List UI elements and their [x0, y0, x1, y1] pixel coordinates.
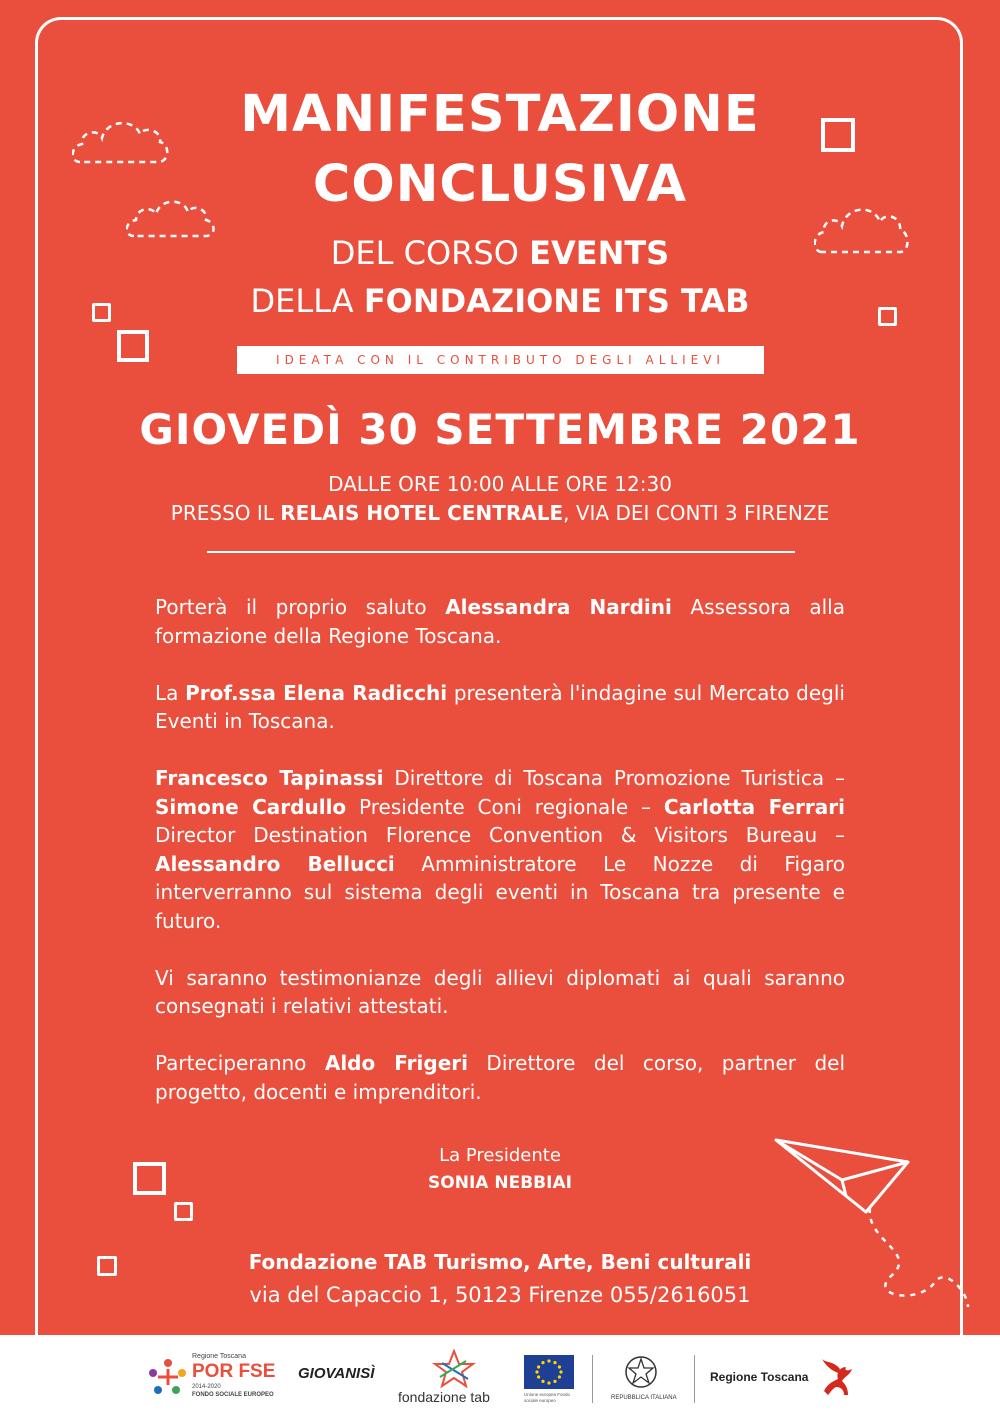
repubblica-label: REPUBBLICA ITALIANA [611, 1395, 677, 1401]
paragraph-3 [155, 764, 845, 935]
text: Parteciperanno [155, 1051, 325, 1075]
subtitle-line-2 [0, 276, 1000, 326]
place-venue: RELAIS HOTEL CENTRALE [280, 501, 564, 525]
tagline-badge: IDEATA CON IL CONTRIBUTO DEGLI ALLIEVI [237, 346, 764, 374]
text: Porterà il proprio saluto [155, 595, 446, 619]
text: Direttore del corso, partner del progetto, docenti e imprenditori. [155, 1051, 846, 1104]
text: presenterà l'indagine sul Mercato degli Eventi in Toscana. [155, 680, 845, 733]
speaker-name: Prof.ssa Elena Radicchi [185, 680, 448, 705]
text: Direttore di Toscana Promozione Turistica – [383, 766, 846, 790]
square-decoration [174, 1202, 193, 1221]
speaker-name: Alessandra Nardini [445, 595, 672, 619]
eu-flag-icon [524, 1355, 574, 1389]
giovanisi-logo: GIOVANISÌ [298, 1365, 375, 1382]
por-fse-subtitle: FONDO SOCIALE EUROPEO [192, 1392, 274, 1398]
body-text [155, 593, 845, 1135]
text: La [155, 680, 186, 705]
speaker-name: Francesco Tapinassi [155, 766, 384, 790]
paragraph-5 [155, 1049, 845, 1106]
title-line-2: CONCLUSIVA [312, 155, 688, 214]
italian-emblem-icon [622, 1353, 660, 1391]
logo-strip [0, 1335, 1000, 1413]
text: Assessora alla formazione della Regione Toscana. [155, 595, 845, 648]
subtitle-course-name: EVENTS [529, 234, 670, 272]
event-date: GIOVEDÌ 30 SETTEMBRE 2021 [139, 405, 861, 454]
paragraph-4: Vi saranno testimonianze degli allievi diplomati ai quali saranno consegnati i relativi attestati. [155, 965, 845, 1018]
subtitle-text: DEL CORSO [330, 234, 530, 272]
subtitle-line-1 [0, 228, 1000, 278]
paragraph-2 [155, 679, 845, 736]
square-decoration [117, 330, 149, 362]
speaker-name: Aldo Frigeri [324, 1051, 468, 1075]
signature-role: La Presidente [439, 1145, 561, 1166]
subtitle-foundation-name: FONDAZIONE ITS TAB [363, 282, 750, 320]
footer-organization: Fondazione TAB Turismo, Arte, Beni culturali [248, 1250, 752, 1274]
regione-toscana-label: Regione Toscana [710, 1370, 809, 1384]
event-place [0, 499, 1000, 528]
subtitle-text: DELLA [250, 282, 364, 320]
logo-divider [694, 1355, 695, 1403]
divider [207, 551, 795, 553]
por-fse-emblem-icon [146, 1355, 190, 1399]
paragraph-1 [155, 593, 845, 650]
text: Presidente Coni regionale – [346, 794, 664, 819]
place-address: , VIA DEI CONTI 3 FIRENZE [563, 501, 830, 525]
por-fse-years: 2014-2020 [192, 1384, 221, 1390]
fondazione-tab-label: fondazione tab [398, 1389, 490, 1405]
pegasus-icon [818, 1355, 864, 1401]
por-fse-label: POR FSE [192, 1361, 276, 1382]
logo-divider [592, 1355, 593, 1403]
text: Amministratore Le Nozze di Figaro interverranno sul sistema degli eventi in Toscana tra presente e futuro. [155, 851, 845, 933]
speaker-name: Simone Cardullo [155, 794, 347, 819]
por-fse-region: Regione Toscana [192, 1353, 246, 1360]
fondazione-tab-star-icon [428, 1349, 480, 1389]
speaker-name: Carlotta Ferrari [663, 794, 846, 819]
footer-address: via del Capaccio 1, 50123 Firenze 055/2616051 [249, 1283, 751, 1307]
eu-caption: Unione europea Fondo sociale europeo [524, 1392, 571, 1403]
signature-name: SONIA NEBBIAI [428, 1173, 572, 1193]
event-time: DALLE ORE 10:00 ALLE ORE 12:30 [328, 472, 672, 496]
text: Director Destination Florence Convention & Visitors Bureau – [155, 823, 845, 847]
title-line-1: MANIFESTAZIONE [240, 85, 760, 144]
speaker-name: Alessandro Bellucci [155, 851, 395, 876]
place-text: PRESSO IL [170, 501, 281, 525]
